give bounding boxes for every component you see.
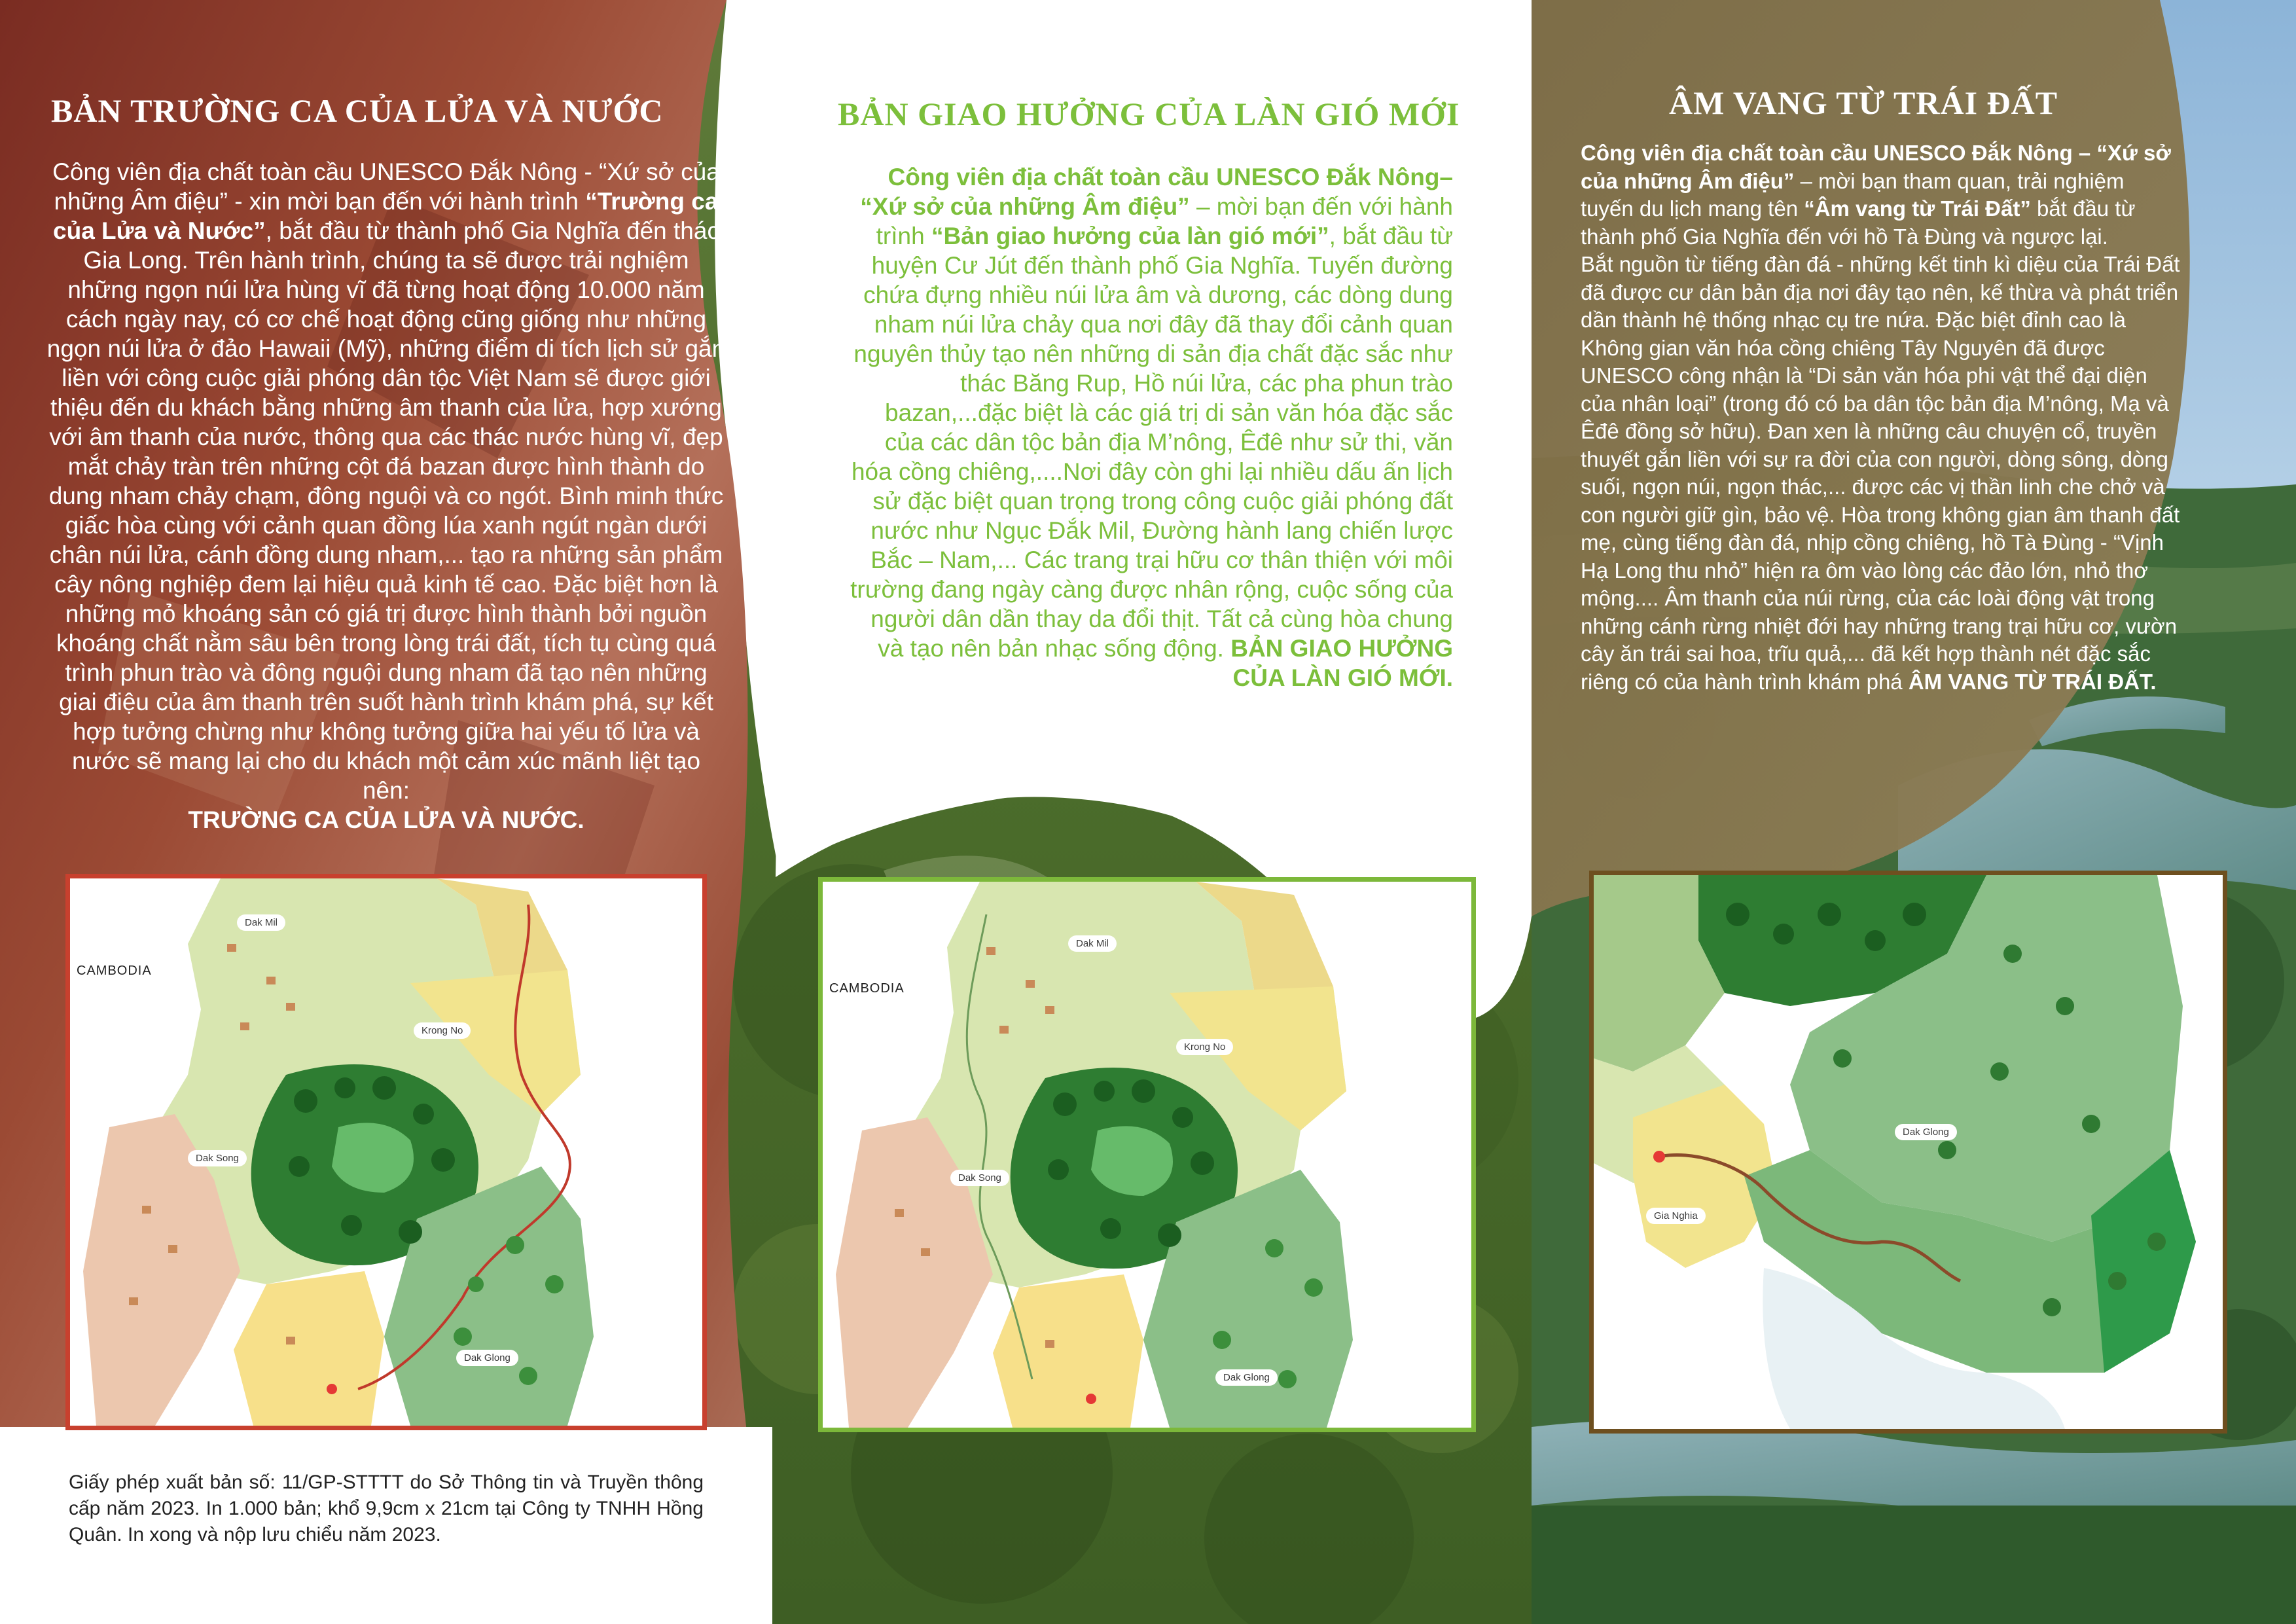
map1-country-label: CAMBODIA bbox=[77, 964, 152, 978]
panel1-route-name: “Trường ca của Lửa và Nước” bbox=[53, 188, 719, 244]
map2-label-dak-glong: Dak Glong bbox=[1215, 1369, 1278, 1386]
panel3-title: ÂM VANG TỪ TRÁI ĐẤT bbox=[1669, 84, 2058, 121]
map1-label-dak-mil: Dak Mil bbox=[237, 914, 285, 931]
panel2-description: , bắt đầu từ huyện Cư Jút đến thành phố Gia Nghĩa. Tuyến đường chứa đựng nhiều núi lửa âm và dương, các dòng dung nham núi lửa chảy qua nơi đây đã thay đổi cảnh quan nguyên thủy tạo nên những di sản địa chất đặc sắc như thác Băng Rup, Hồ núi lửa, các pha phun trào bazan,...đặc biệt là các giá trị di sản văn hóa đặc sắc của các dân tộc bản địa M’nông, Êđê như sử thi, văn hóa cồng chiêng,....Nơi đây còn ghi lại nhiều dấu ấn lịch sử đặc biệt quan trọng trong công cuộc giải phóng đất nước như Ngục Đắk Mil, Đường hành lang chiến lược Bắc – Nam,... Các trang trại hữu cơ thân thiện với môi trường đang ngày càng được nhân rộng, cuộc sống của người dân dần thay da đổi thịt. Tất cả cùng hòa chung và tạo nên bản nhạc sống động. bbox=[850, 223, 1453, 662]
panel3-closing: ÂM VANG TỪ TRÁI ĐẤT. bbox=[1908, 669, 2157, 694]
panel2-body bbox=[844, 162, 1453, 693]
panel3-description: Bắt nguồn từ tiếng đàn đá - những kết tinh kì diệu của Trái Đất đã được cư dân bản địa nơi đây tạo nên, kế thừa và phát triển dần thành hệ thống nhạc cụ tre nứa. Đặc biệt đỉnh cao là Không gian văn hóa cồng chiêng Tây Nguyên đã được UNESCO công nhận là “Di sản văn hóa phi vật thể đại diện của nhân loại” (trong đó có ba dân tộc bản địa M’nông, Mạ và Êđê đồng sở hữu). Đan xen là những câu chuyện cổ, truyền thuyết gắn liền với sự ra đời của con người, dòng sông, dòng suối, ngọn núi, ngọn thác,... được các vị thần linh che chở và con người giữ gìn, bảo vệ. Hòa trong không gian âm thanh đất mẹ, cùng tiếng đàn đá, nhịp cồng chiêng, hồ Tà Đùng - “Vịnh Hạ Long thu nhỏ” hiện ra ôm vào lòng các đảo lớn, nhỏ thơ mộng.... Âm thanh của núi rừng, của các loài động vật trong những cánh rừng nhiệt đới hay những trang trại hữu cơ, vườn cây ăn trái sai hoa, trĩu quả,... đã kết hợp thành nét đặc sắc riêng có của hành trình khám phá bbox=[1581, 252, 2180, 694]
panel3-route-desc: bắt đầu từ thành phố Gia Nghĩa đến với hồ Tà Đùng và ngược lại. bbox=[1581, 196, 2136, 249]
panel2-closing: BẢN GIAO HƯỞNG CỦA LÀN GIÓ MỚI. bbox=[1230, 635, 1453, 691]
panel1-description: , bắt đầu từ thành phố Gia Nghĩa đến thác Gia Long. Trên hành trình, chúng ta sẽ được trải nghiệm những ngọn núi lửa hùng vĩ đã từng hoạt động 10.000 năm cách ngày nay, có cơ chế hoạt động cũng giống như những ngọn núi lửa ở đảo Hawaii (Mỹ), những điểm di tích lịch sử gắn liền với công cuộc giải phóng dân tộc Việt Nam sẽ được giới thiệu đến du khách bằng những âm thanh của lửa, hợp xướng với âm thanh của nước, thông qua các thác nước hùng vĩ, đẹp mắt chảy tràn trên những cột đá bazan được hình thành do dung nham chảy chạm, đông nguội và co ngót. Bình minh thức giấc hòa cùng với cảnh quan đồng lúa xanh ngút ngàn dưới chân núi lửa, cánh đồng dung nham,... tạo ra những sản phẩm cây nông nghiệp đem lại hiệu quả kinh tế cao. Đặc biệt hơn là những mỏ khoáng sản có giá trị được hình thành bởi nguồn khoáng chất nằm sâu bên trong lòng trái đất, tích tụ cùng quá trình phun trào và đông nguội dung nham đã tạo nên những giai điệu của âm thanh trên suốt hành trình khám phá, sự kết hợp tưởng chừng như không tưởng giữa hai yếu tố lửa và nước sẽ mang lại cho du khách một cảm xúc mãnh liệt tạo nên: bbox=[46, 217, 726, 804]
panel2-title: BẢN GIAO HƯỞNG CỦA LÀN GIÓ MỚI bbox=[838, 96, 1460, 132]
map1-label-dak-glong: Dak Glong bbox=[456, 1350, 518, 1366]
map-route-2 bbox=[818, 877, 1476, 1432]
panel3-invite-text: – mời bạn tham quan, trải nghiệm tuyến du lịch mang tên bbox=[1581, 168, 2125, 221]
map2-country-label: CAMBODIA bbox=[829, 981, 905, 996]
map-route-1 bbox=[65, 874, 707, 1430]
panel3-route-name: “Âm vang từ Trái Đất” bbox=[1804, 196, 2031, 221]
map-route-3 bbox=[1589, 871, 2227, 1434]
panel2-intro-text: Công viên địa chất toàn cầu UNESCO Đắk Nông– “Xứ sở của những Âm điệu” bbox=[860, 164, 1453, 220]
map1-label-krong-no: Krong No bbox=[414, 1022, 471, 1039]
map-route-1-drawing bbox=[70, 878, 702, 1426]
map1-label-dak-song: Dak Song bbox=[188, 1150, 247, 1166]
map-route-3-drawing bbox=[1594, 875, 2223, 1429]
map-route-2-drawing bbox=[823, 882, 1471, 1428]
map2-label-dak-song: Dak Song bbox=[950, 1170, 1009, 1186]
panel1-closing: TRƯỜNG CA CỦA LỬA VÀ NƯỚC. bbox=[188, 806, 584, 833]
map3-label-gia-nghia: Gia Nghia bbox=[1646, 1208, 1706, 1224]
panel1-title: BẢN TRƯỜNG CA CỦA LỬA VÀ NƯỚC bbox=[51, 92, 664, 129]
panel2-invite-text: – mời bạn đến với hành trình bbox=[876, 193, 1453, 249]
panel1-intro-text: Công viên địa chất toàn cầu UNESCO Đắk Nông - “Xứ sở của những Âm điệu” - xin mời bạn đến với hành trình bbox=[52, 158, 720, 215]
panel1-body bbox=[46, 157, 726, 835]
footer-license: Giấy phép xuất bản số: 11/GP-STTTT do Sở Thông tin và Truyền thông cấp năm 2023. In 1.000 bản; khổ 9,9cm x 21cm tại Công ty TNHH Hồng Quân. In xong và nộp lưu chiểu năm 2023. bbox=[69, 1471, 704, 1545]
map2-label-dak-mil: Dak Mil bbox=[1068, 935, 1117, 952]
map2-label-krong-no: Krong No bbox=[1176, 1039, 1233, 1055]
panel3-intro-text: Công viên địa chất toàn cầu UNESCO Đắk Nông – “Xứ sở của những Âm điệu” bbox=[1581, 141, 2171, 193]
panel2-route-name: “Bản giao hưởng của làn gió mới” bbox=[931, 223, 1329, 249]
panel3-body bbox=[1581, 139, 2183, 696]
map3-label-dak-glong: Dak Glong bbox=[1895, 1124, 1957, 1140]
